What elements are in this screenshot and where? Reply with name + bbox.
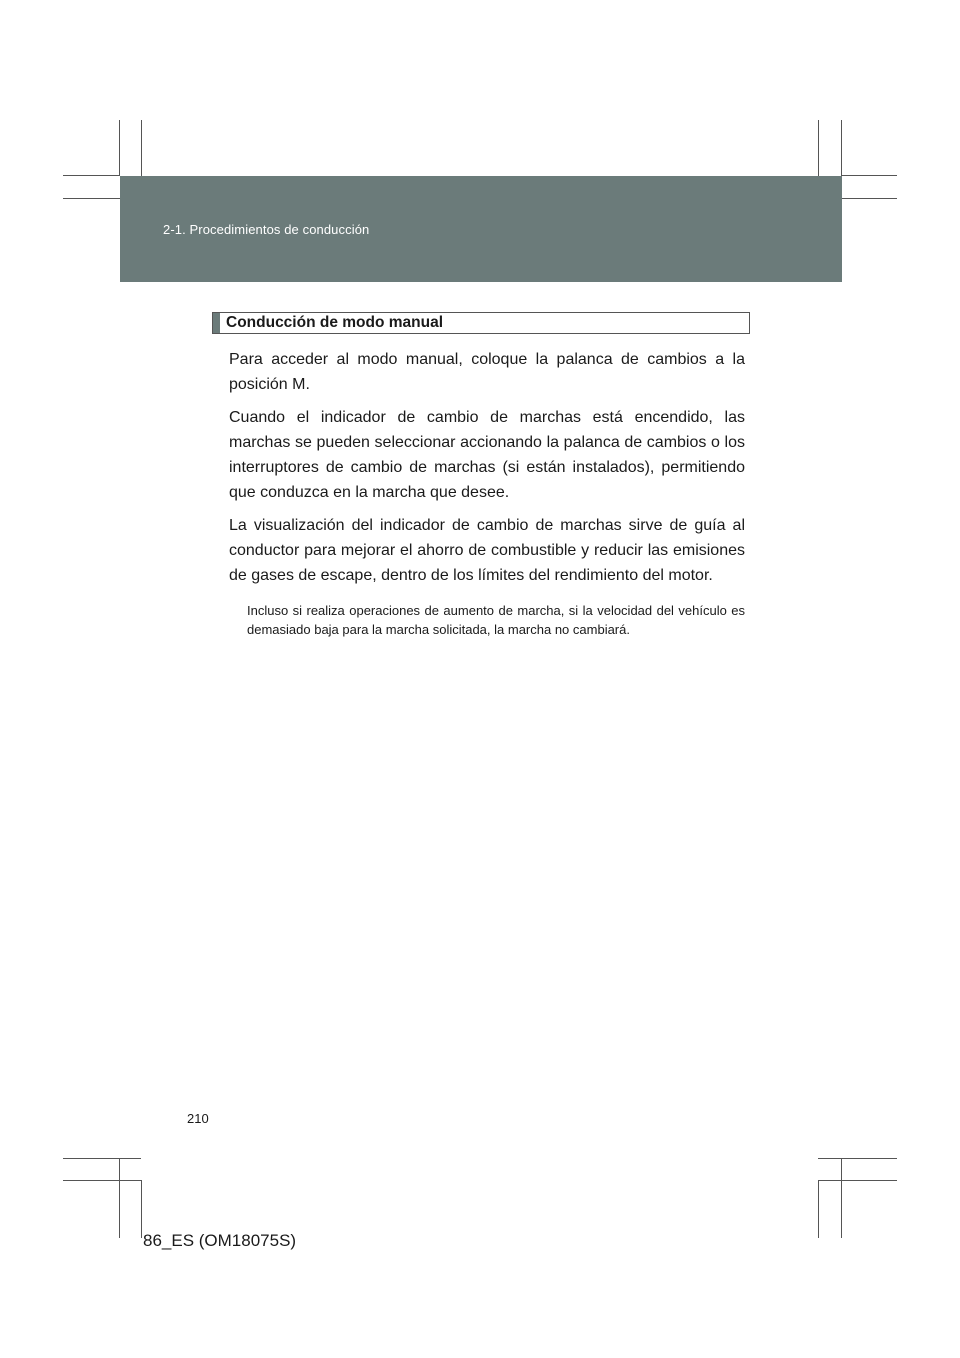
- body-text: [229, 347, 745, 596]
- crop-mark: [141, 1180, 142, 1238]
- crop-mark: [119, 1158, 120, 1238]
- section-heading: 2-1. Procedimientos de conducción: [163, 222, 370, 237]
- page-number: 210: [187, 1111, 209, 1126]
- crop-mark: [63, 1158, 141, 1159]
- crop-mark: [841, 1158, 842, 1238]
- paragraph: Para acceder al modo manual, coloque la palanca de cambios a la posición M.: [229, 351, 745, 393]
- document-code: 86_ES (OM18075S): [143, 1231, 297, 1250]
- section-title: Conducción de modo manual: [226, 314, 444, 331]
- crop-mark: [63, 175, 120, 176]
- crop-mark: [818, 1180, 897, 1181]
- header-band: [120, 176, 842, 282]
- crop-mark: [818, 1180, 819, 1238]
- crop-mark: [818, 1158, 897, 1159]
- crop-mark: [818, 120, 819, 176]
- crop-mark: [141, 120, 142, 176]
- crop-mark: [63, 1180, 141, 1181]
- crop-mark: [841, 120, 842, 176]
- crop-mark: [842, 175, 897, 176]
- title-accent-bar: [213, 313, 220, 333]
- note: Incluso si realiza operaciones de aumento de marcha, si la velocidad del vehículo es demasiado baja para la marcha solicitada, la marcha no cambiará.: [247, 603, 745, 637]
- paragraph: La visualización del indicador de cambio de marchas sirve de guía al conductor para mejorar el ahorro de combustible y reducir las emisiones de gases de escape, dentro de los límites del rendimiento del motor.: [229, 517, 745, 584]
- paragraph: Cuando el indicador de cambio de marchas está encendido, las marchas se pueden seleccionar accionando la palanca de cambios o los interruptores de cambio de marchas (si están instalados), permitiendo que conduzca en la marcha que desee.: [229, 409, 745, 501]
- section-title-box: [212, 312, 750, 334]
- crop-mark: [119, 120, 120, 176]
- crop-mark: [63, 198, 120, 199]
- crop-mark: [842, 198, 897, 199]
